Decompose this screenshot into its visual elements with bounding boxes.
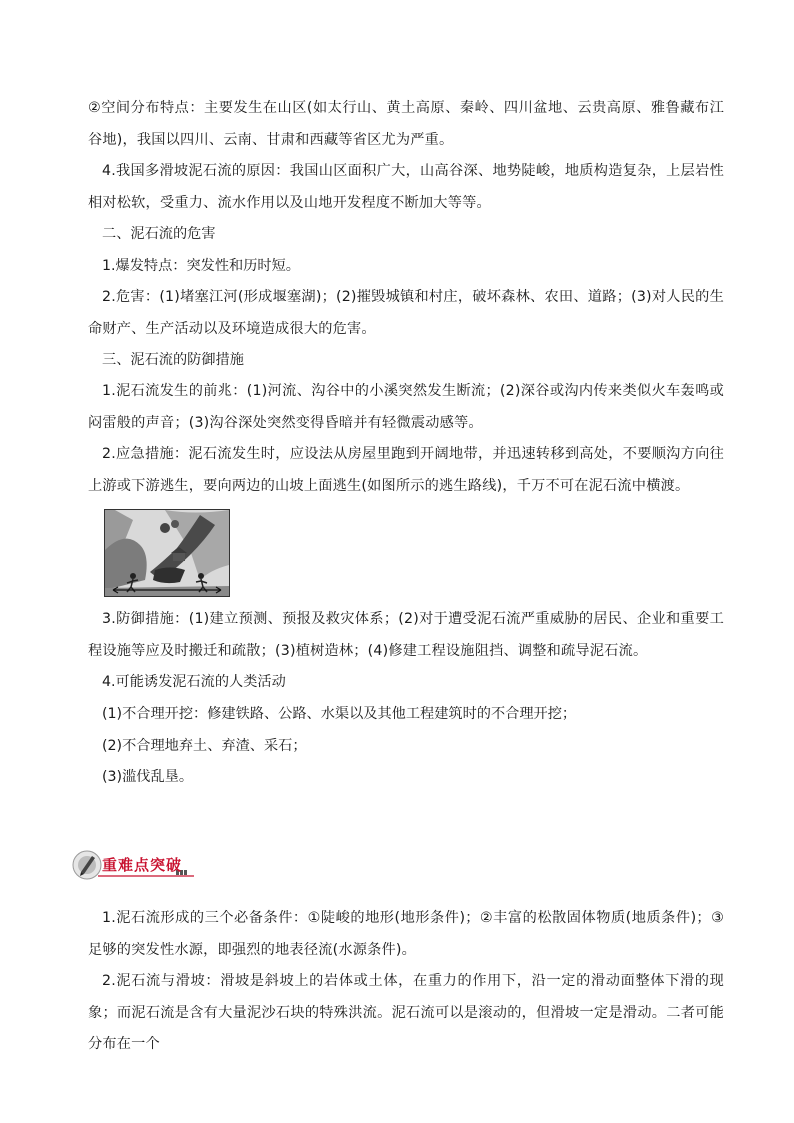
paragraph-comparison: 2.泥石流与滑坡：滑坡是斜坡上的岩体或土体，在重力的作用下，沿一定的滑动面整体下滑的现象；而泥石流是含有大量泥沙石块的特殊洪流。泥石流可以是滚动的，但滑坡一定是滑动。二者可能分布在一个: [88, 973, 724, 1052]
banner-title: 重难点突破: [102, 856, 183, 874]
heading-human-activities: 4.可能诱发泥石流的人类活动: [102, 674, 286, 690]
heading-harm: 二、泥石流的危害: [102, 226, 216, 242]
paragraph-warning-signs: 1.泥石流发生的前兆：(1)河流、沟谷中的小溪突然发生断流；(2)深谷或沟内传来类似火车轰鸣或闷雷般的声音；(3)沟谷深处突然变得昏暗并有轻微震动感等。: [88, 383, 724, 431]
section-banner: [72, 848, 204, 882]
escape-route-illustration: [105, 510, 229, 596]
paragraph-prevention: 3.防御措施：(1)建立预测、预报及救灾体系；(2)对于遭受泥石流严重威胁的居民、企业和重要工程设施等应及时搬迁和疏散；(3)植树造林；(4)修建工程设施阻挡、调整和疏导泥石流。: [88, 611, 724, 659]
list-item-dumping: (2)不合理地弃土、弃渣、采石；: [102, 738, 307, 754]
list-item-deforestation: (3)滥伐乱垦。: [102, 769, 194, 785]
escape-route-figure: [104, 509, 230, 597]
paragraph-spatial-distribution: ②空间分布特点：主要发生在山区(如太行山、黄土高原、秦岭、四川盆地、云贵高原、雅鲁藏布江谷地)，我国以四川、云南、甘肃和西藏等省区尤为严重。: [88, 100, 724, 148]
paragraph-harm: 2.危害：(1)堵塞江河(形成堰塞湖)；(2)摧毁城镇和村庄，破坏森林、农田、道路；(3)对人民的生命财产、生产活动以及环境造成很大的危害。: [88, 289, 724, 337]
heading-defense: 三、泥石流的防御措施: [102, 352, 244, 368]
paragraph-emergency: 2.应急措施：泥石流发生时，应设法从房屋里跑到开阔地带，并迅速转移到高处，不要顺沟方向往上游或下游逃生，要向两边的山坡上面逃生(如图所示的逃生路线)，千万不可在泥石流中横渡。: [88, 446, 724, 494]
list-item-excavation: (1)不合理开挖：修建铁路、公路、水渠以及其他工程建筑时的不合理开挖；: [102, 706, 577, 722]
paragraph-reasons: 4.我国多滑坡泥石流的原因：我国山区面积广大，山高谷深、地势陡峻，地质构造复杂，上层岩性相对松软，受重力、流水作用以及山地开发程度不断加大等等。: [88, 163, 724, 211]
paragraph-necessary-conditions: 1.泥石流形成的三个必备条件：①陡峻的地形(地形条件)；②丰富的松散固体物质(地质条件)；③足够的突发性水源，即强烈的地表径流(水源条件)。: [88, 910, 724, 958]
paragraph-burst-feature: 1.爆发特点：突发性和历时短。: [102, 258, 300, 274]
